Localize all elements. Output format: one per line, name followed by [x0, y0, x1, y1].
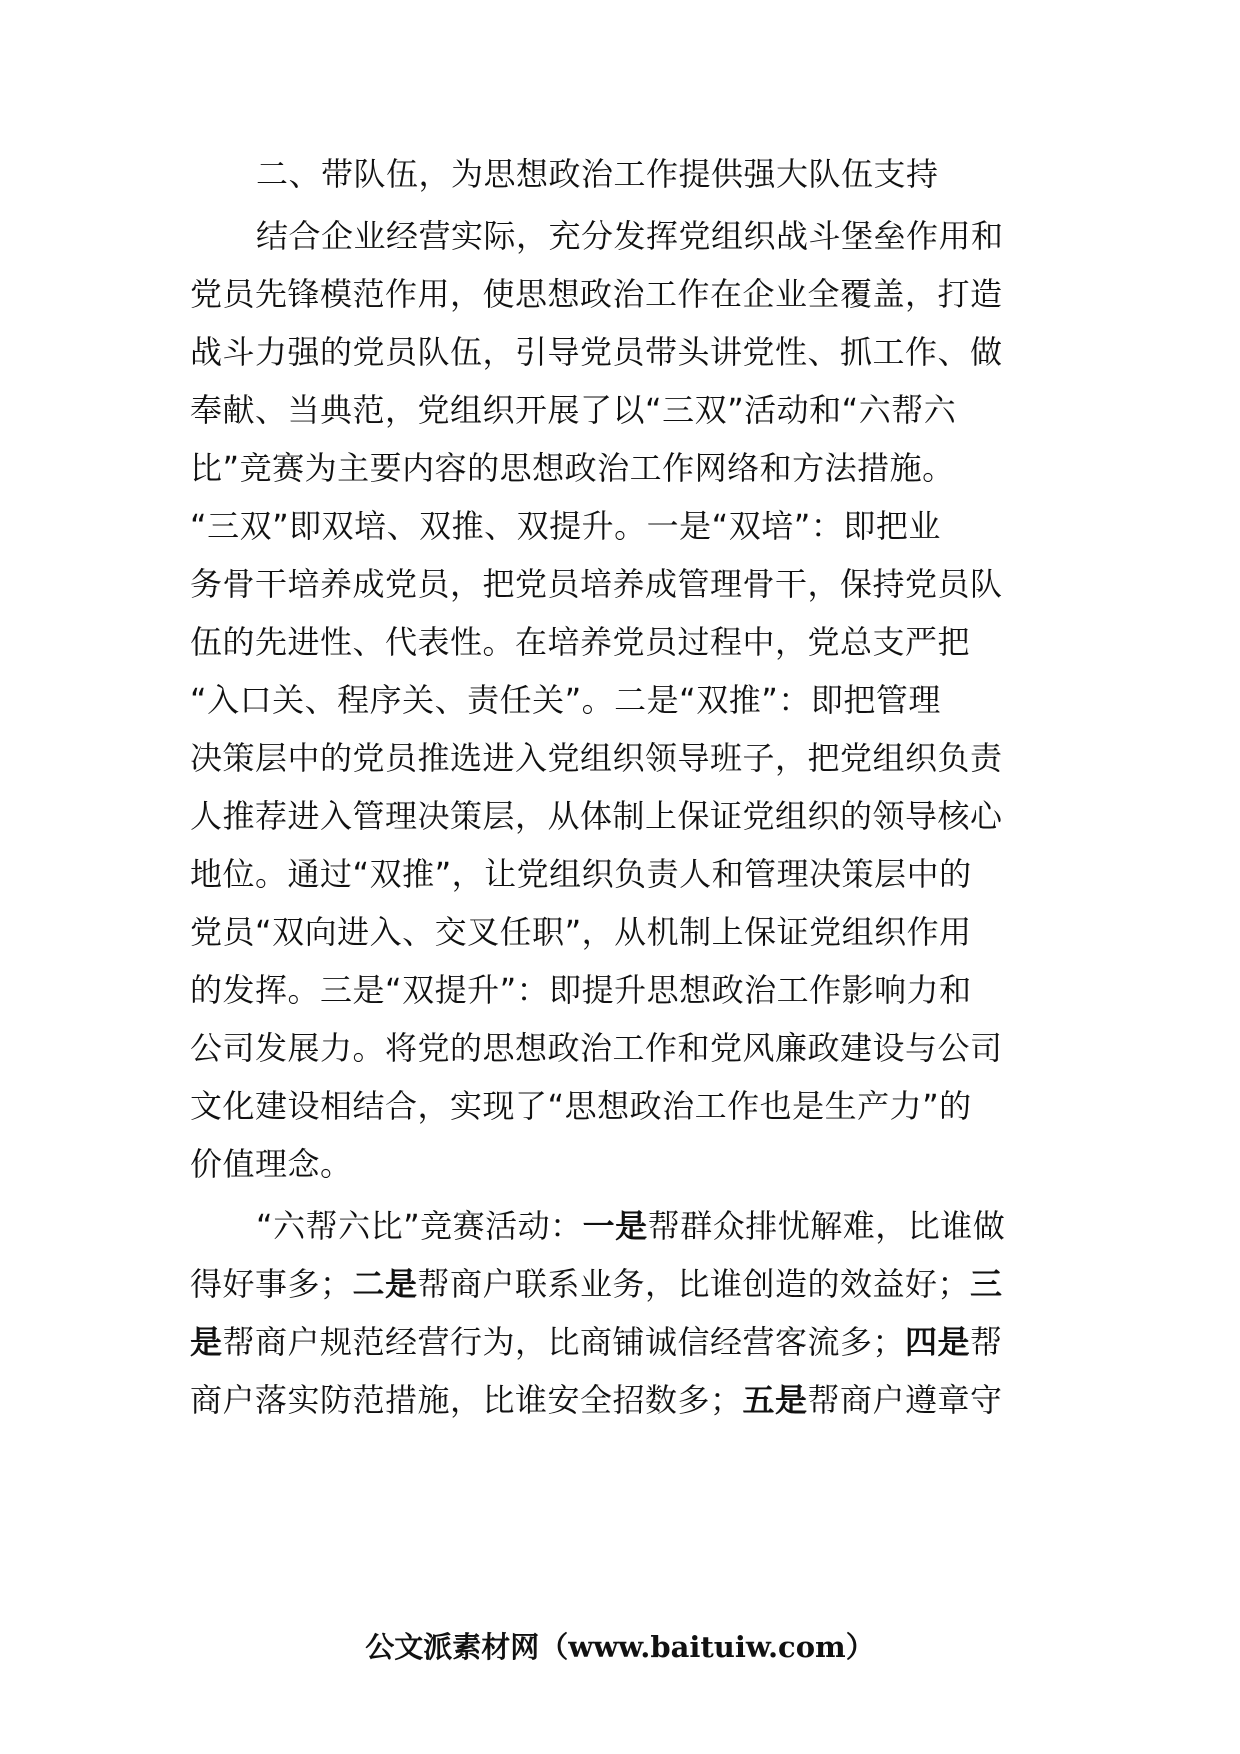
text-run: 帮商户遵章守 — [807, 1381, 1003, 1419]
paragraph-line: 战斗力强的党员队伍，引导党员带头讲党性、抓工作、做 — [190, 333, 1003, 371]
paragraph-line — [256, 1194, 1116, 1258]
paragraph-line: 价值理念。 — [190, 1145, 353, 1183]
emphasis-run: 三 — [970, 1265, 1003, 1303]
paragraph-line: 党员先锋模范作用，使思想政治工作在企业全覆盖，打造 — [190, 275, 1003, 313]
paragraph-line: 比”竞赛为主要内容的思想政治工作网络和方法措施。 — [190, 449, 955, 487]
emphasis-run: 二是 — [352, 1265, 418, 1303]
paragraph-line — [190, 1252, 1050, 1316]
paragraph-line: 公司发展力。将党的思想政治工作和党风廉政建设与公司 — [190, 1029, 1003, 1067]
text-run: 帮商户规范经营行为，比商铺诚信经营客流多； — [222, 1323, 906, 1361]
text-run: 商户落实防范措施，比谁安全招数多； — [190, 1381, 743, 1419]
paragraph-line — [190, 1368, 1050, 1432]
footer-watermark: 公文派素材网（www.baituiw.com） — [365, 1630, 875, 1664]
text-run: 帮商户联系业务，比谁创造的效益好； — [417, 1265, 971, 1303]
emphasis-run: 一是 — [582, 1207, 648, 1245]
text-run: 帮群众排忧解难，比谁做 — [647, 1207, 1006, 1245]
paragraph-line: 伍的先进性、代表性。在培养党员过程中，党总支严把 — [190, 623, 971, 661]
emphasis-run: 五是 — [742, 1381, 808, 1419]
section-heading: 二、带队伍，为思想政治工作提供强大队伍支持 — [256, 155, 939, 193]
paragraph-line: “三双”即双培、双推、双提升。一是“双培”：即把业 — [190, 507, 941, 545]
paragraph-line — [190, 1310, 1050, 1374]
paragraph-line: 决策层中的党员推选进入党组织领导班子，把党组织负责 — [190, 739, 1003, 777]
emphasis-run: 四是 — [905, 1323, 971, 1361]
paragraph-line: “入口关、程序关、责任关”。二是“双推”：即把管理 — [190, 681, 941, 719]
text-run: 得好事多； — [190, 1265, 353, 1303]
text-run: 帮 — [970, 1323, 1003, 1361]
paragraph-line: 务骨干培养成党员，把党员培养成管理骨干，保持党员队 — [190, 565, 1003, 603]
paragraph-line: 人推荐进入管理决策层，从体制上保证党组织的领导核心 — [190, 797, 1003, 835]
emphasis-run: 是 — [190, 1323, 223, 1361]
paragraph-line: 文化建设相结合，实现了“思想政治工作也是生产力”的 — [190, 1087, 972, 1125]
paragraph-line: 结合企业经营实际，充分发挥党组织战斗堡垒作用和 — [256, 217, 1004, 255]
paragraph-line: 奉献、当典范，党组织开展了以“三双”活动和“六帮六 — [190, 391, 957, 429]
paragraph-line: 党员“双向进入、交叉任职”，从机制上保证党组织作用 — [190, 913, 972, 951]
paragraph-line: 的发挥。三是“双提升”：即提升思想政治工作影响力和 — [190, 971, 972, 1009]
text-run: “六帮六比”竞赛活动： — [256, 1207, 583, 1245]
paragraph-line: 地位。通过“双推”，让党组织负责人和管理决策层中的 — [190, 855, 972, 893]
